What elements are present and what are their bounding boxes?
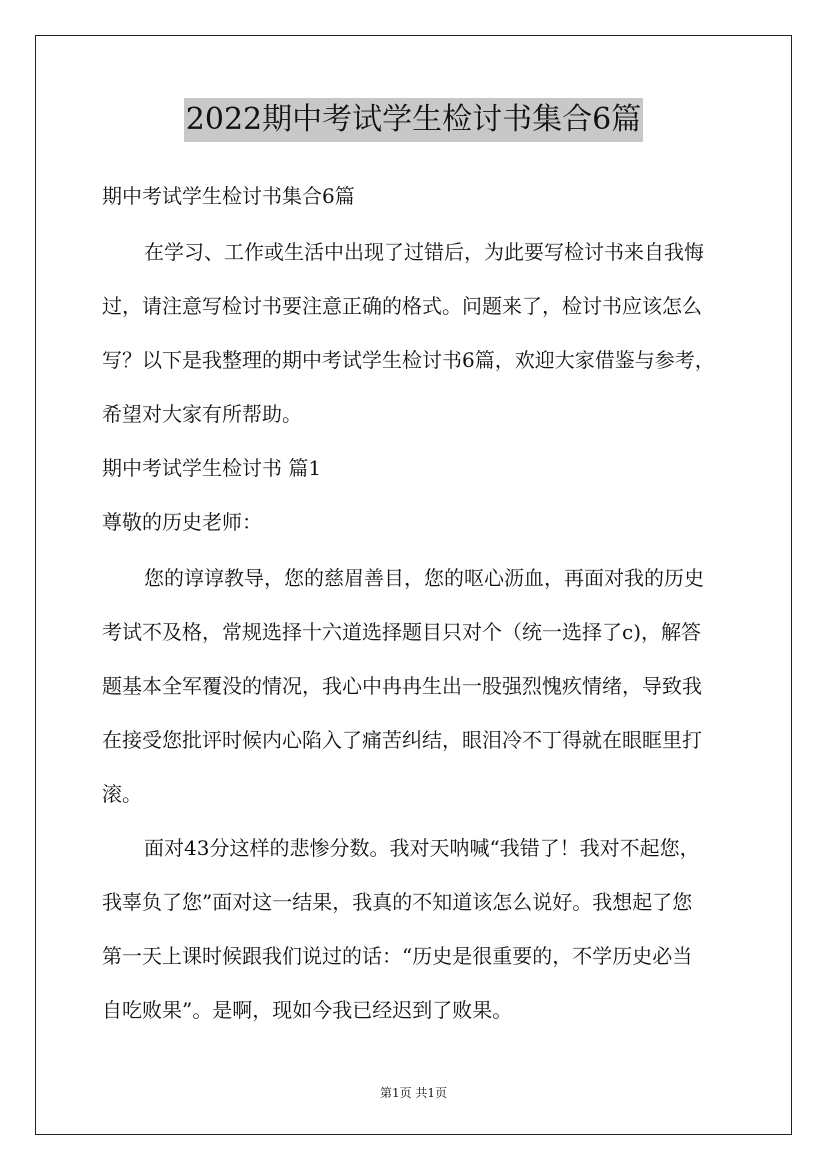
paragraph2-line-2: 我辜负了您”面对这一结果，我真的不知道该怎么说好。我想起了您 (102, 890, 693, 914)
subtitle: 期中考试学生检讨书集合6篇 (102, 184, 355, 208)
title-container (0, 98, 827, 142)
intro-line-2: 过，请注意写检讨书要注意正确的格式。问题来了，检讨书应该怎么 (102, 294, 702, 318)
intro-line-1: 在学习、工作或生活中出现了过错后，为此要写检讨书来自我悔 (144, 240, 704, 264)
paragraph1-line-5: 滚。 (102, 782, 142, 806)
document-title: 2022期中考试学生检讨书集合6篇 (184, 98, 643, 142)
paragraph1-line-2: 考试不及格，常规选择十六道选择题目只对个（统一选择了c)，解答 (102, 620, 702, 644)
section-heading: 期中考试学生检讨书 篇1 (102, 456, 322, 480)
paragraph1-line-4: 在接受您批评时候内心陷入了痛苦纠结，眼泪冷不丁得就在眼眶里打 (102, 728, 702, 752)
salutation: 尊敬的历史老师： (102, 510, 262, 534)
intro-line-4: 希望对大家有所帮助。 (102, 402, 302, 426)
paragraph2-line-4: 自吃败果”。是啊，现如今我已经迟到了败果。 (102, 998, 513, 1022)
paragraph1-line-3: 题基本全军覆没的情况，我心中冉冉生出一股强烈愧疚情绪，导致我 (102, 674, 702, 698)
intro-line-3: 写？以下是我整理的期中考试学生检讨书6篇，欢迎大家借鉴与参考， (102, 348, 715, 372)
paragraph1-line-1: 您的谆谆教导，您的慈眉善目，您的呕心沥血，再面对我的历史 (144, 566, 704, 590)
page-footer: 第1页 共1页 (379, 1086, 448, 1100)
paragraph2-line-3: 第一天上课时候跟我们说过的话：“历史是很重要的，不学历史必当 (102, 944, 693, 968)
paragraph2-line-1: 面对43分这样的悲惨分数。我对天呐喊“我错了！我对不起您， (144, 836, 700, 860)
